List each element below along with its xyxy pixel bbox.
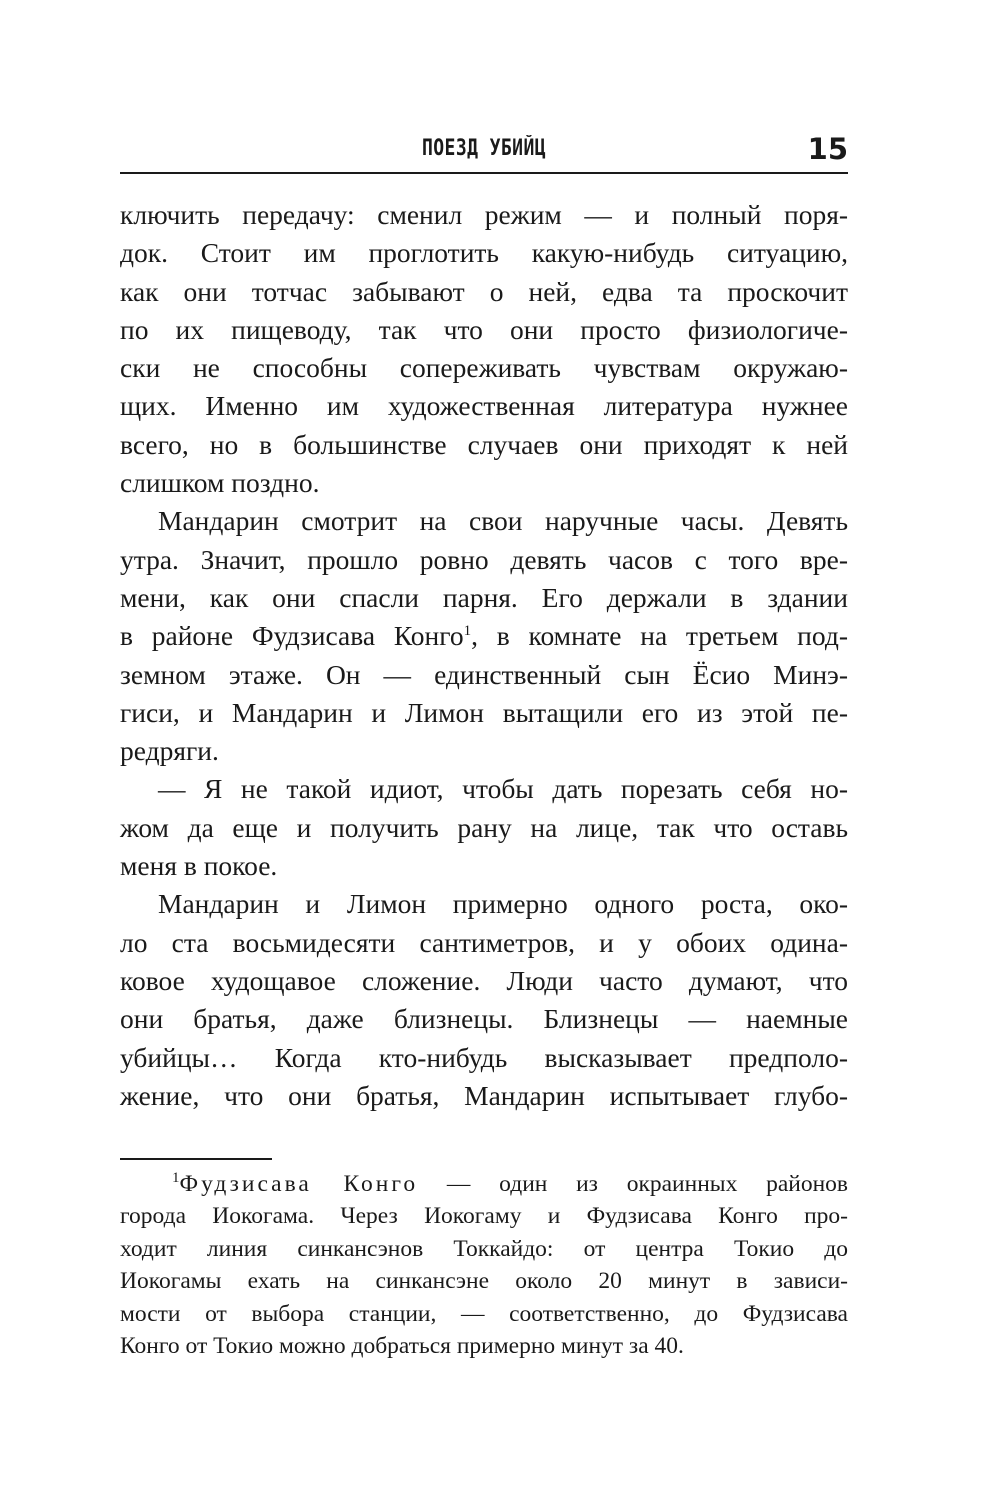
text-line-with-footnote-ref [120,617,848,655]
text-line: меня в покое. [120,850,278,882]
text-line: док. Стоит им проглотить какую-нибудь ситуацию, [120,237,848,269]
page-number: 15 [807,132,848,166]
footnote-line [120,1168,848,1200]
footnote-term: Фудзисава Конго [179,1171,419,1197]
text-line: они братья, даже близнецы. Близнецы — наемные [120,1003,848,1035]
text-line: щих. Именно им художественная литература нужнее [120,390,848,422]
text-line: утра. Значит, прошло ровно девять часов с того вре- [120,543,848,575]
footnote-line: Иокогамы ехать на синкансэне около 20 минут в зависи- [120,1268,848,1295]
text-line: по их пищеводу, так что они просто физиологиче- [120,313,848,345]
text-line: редряги. [120,735,219,767]
footnote-line: города Иокогама. Через Иокогаму и Фудзисава Конго про- [120,1203,848,1230]
footnote-line: мости от выбора станции, — соответственно, до Фудзисава [120,1300,848,1327]
text-fragment: , в комнате на третьем под- [471,620,848,652]
text-line: ковое худощавое сложение. Люди часто думают, что [120,964,848,996]
footnote-line: ходит линия синкансэнов Токкайдо: от центра Токио до [120,1235,848,1262]
text-line: как они тотчас забывают о ней, едва та проскочит [120,275,848,307]
footnote-reference: 1 [463,623,472,640]
footnote-marker: 1 [172,1170,180,1187]
footnote-text: — один из окраинных районов [418,1171,848,1197]
text-line: ключить передачу: сменил режим — и полный поря- [120,199,848,230]
running-header [120,132,848,174]
footnote-block [120,1168,848,1362]
text-line: слишком поздно. [120,467,320,499]
footnote-line: Конго от Токио можно добраться примерно минут за 40. [120,1332,684,1359]
footnote-separator [120,1158,272,1160]
text-line: земном этаже. Он — единственный сын Ёсио Минэ- [120,658,848,690]
text-line: жение, что они братья, Мандарин испытывает глубо- [120,1079,848,1111]
text-line: гиси, и Мандарин и Лимон вытащили его из этой пе- [120,696,848,728]
text-line: — Я не такой идиот, чтобы дать порезать себя но- [158,773,848,805]
text-line: мени, как они спасли парня. Его держали в здании [120,581,848,613]
text-line: ски не способны сопереживать чувствам окружаю- [120,352,848,384]
text-line: ло ста восьмидесяти сантиметров, и у обоих одина- [120,926,848,958]
text-line: всего, но в большинстве случаев они приходят к ней [120,428,848,460]
text-line: жом да еще и получить рану на лице, так что оставь [120,811,848,843]
main-text [120,196,848,1115]
text-line: Мандарин смотрит на свои наручные часы. Девять [158,505,848,537]
text-line: Мандарин и Лимон примерно одного роста, око- [158,888,848,920]
text-line: убийцы… Когда кто-нибудь высказывает предполо- [120,1041,848,1073]
running-title: ПОЕЗД УБИЙЦ [422,136,546,161]
text-fragment: в районе Фудзисава Конго [120,620,464,652]
